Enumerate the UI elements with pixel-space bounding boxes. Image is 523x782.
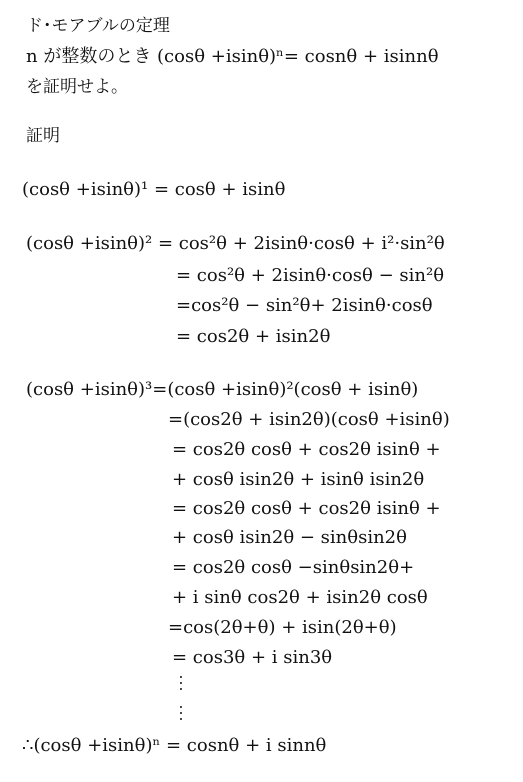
ellipsis-1: ︙ [172,674,190,695]
proof-line-power-3-step-4: = cos2θ cosθ + cos2θ isinθ + [172,498,441,519]
ellipsis-2: ︙ [172,704,190,725]
proof-line-power-3-step-6: = cos2θ cosθ −sinθsin2θ+ [172,557,415,578]
proof-line-power-2-step-2: =cos²θ − sin²θ+ 2isinθ·cosθ [176,295,433,316]
problem-statement-line-2: を証明せよ。 [26,77,128,97]
page-title: ド･モアブルの定理 [26,16,170,36]
proof-line-power-3-step-2: = cos2θ cosθ + cos2θ isinθ + [172,439,441,460]
proof-line-power-3: (cosθ +isinθ)³=(cosθ +isinθ)²(cosθ + isinθ) [26,379,419,400]
proof-line-power-2-step-3: = cos2θ + isin2θ [176,326,331,347]
proof-line-power-1: (cosθ +isinθ)¹ = cosθ + isinθ [22,179,286,200]
proof-conclusion: ∴(cosθ +isinθ)ⁿ = cosnθ + i sinnθ [22,735,327,756]
proof-line-power-3-step-9: = cos3θ + i sin3θ [172,647,333,668]
proof-line-power-3-step-3: + cosθ isin2θ + isinθ isin2θ [172,469,425,490]
proof-heading: 証明 [26,126,60,146]
problem-statement-line-1: n が整数のとき (cosθ +isinθ)ⁿ= cosnθ + isinnθ [26,46,439,67]
proof-line-power-2: (cosθ +isinθ)² = cos²θ + 2isinθ·cosθ + i²·sin²θ [26,233,445,254]
proof-line-power-3-step-5: + cosθ isin2θ − sinθsin2θ [172,527,407,548]
proof-line-power-3-step-7: + i sinθ cos2θ + isin2θ cosθ [172,587,428,608]
proof-line-power-2-step-1: = cos²θ + 2isinθ·cosθ − sin²θ [176,265,445,286]
proof-line-power-3-step-8: =cos(2θ+θ) + isin(2θ+θ) [168,617,397,638]
proof-line-power-3-step-1: =(cos2θ + isin2θ)(cosθ +isinθ) [168,409,450,430]
